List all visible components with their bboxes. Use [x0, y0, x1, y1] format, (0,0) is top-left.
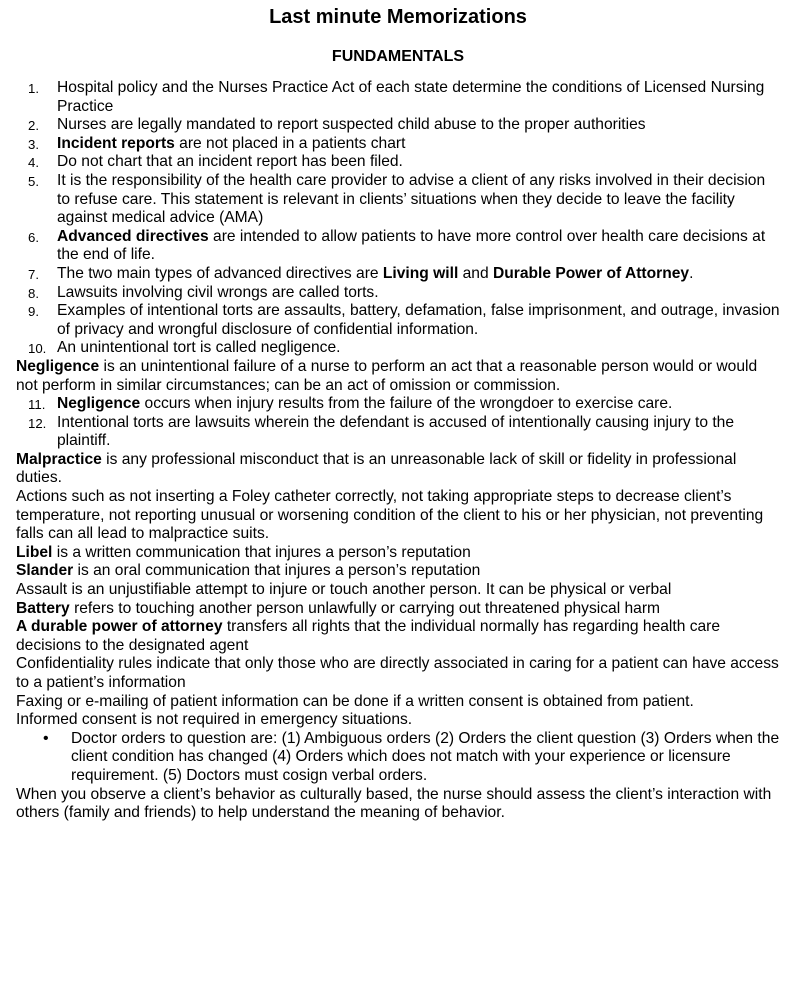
- item-number: 2.: [28, 118, 39, 134]
- list-item: [16, 135, 780, 154]
- item-number: 10.: [28, 341, 47, 357]
- bold-term: Battery: [16, 599, 70, 617]
- item-number: 1.: [28, 81, 39, 96]
- paragraph: [16, 544, 780, 563]
- paragraph: [16, 711, 780, 730]
- text-run: Nurses are legally mandated to report suspected child abuse to the proper authorities: [57, 116, 646, 134]
- bullet-icon: •: [43, 729, 49, 747]
- list-item: [16, 79, 780, 116]
- paragraph: [16, 562, 780, 581]
- bullet-list: [16, 730, 780, 786]
- closing-paragraph: When you observe a client’s behavior as culturally based, the nurse should assess the client’s interaction with others (family and friends) to help understand the meaning of behavior.: [16, 785, 772, 822]
- item-number: 8.: [28, 285, 39, 301]
- text-run: .: [689, 264, 694, 282]
- bold-term: Incident reports: [57, 134, 175, 152]
- list-item: [16, 395, 780, 414]
- item-number: 12.: [28, 415, 47, 431]
- text-run: Confidentiality rules indicate that only those who are directly associated in caring for a patient can have access to a patient’s information: [16, 655, 779, 691]
- page-title: Last minute Memorizations: [269, 6, 527, 28]
- text-run: are not placed in a patients chart: [174, 134, 406, 152]
- bold-term: Living will: [382, 264, 459, 282]
- bullet-item: [16, 730, 780, 786]
- text-run: Intentional torts are lawsuits wherein the defendant is accused of intentionally causing injury to the plaintiff.: [57, 413, 734, 450]
- list-item: [16, 414, 780, 451]
- item-number: 4.: [28, 155, 39, 171]
- item-number: 7.: [28, 266, 39, 282]
- text-run: Faxing or e-mailing of patient information can be done if a written consent is obtained from patient.: [16, 692, 694, 710]
- item-number: 9.: [28, 304, 39, 320]
- negligence-paragraph: [16, 358, 780, 395]
- bold-term: Negligence: [16, 357, 100, 375]
- text-run: occurs when injury results from the failure of the wrongdoer to exercise care.: [140, 395, 673, 413]
- list-item: [16, 116, 780, 135]
- item-number: 6.: [28, 229, 39, 245]
- text-run: and: [458, 264, 493, 282]
- list-item: [16, 302, 780, 339]
- text-run: Lawsuits involving civil wrongs are called torts.: [57, 283, 379, 301]
- list-item: [16, 265, 780, 284]
- bold-term: Slander: [16, 562, 74, 580]
- numbered-list-1: [16, 79, 780, 358]
- bold-term: Durable Power of Attorney: [492, 264, 690, 282]
- numbered-list-2: [16, 395, 780, 451]
- text-run: Do not chart that an incident report has been filed.: [57, 153, 403, 171]
- definitions-block: [16, 451, 780, 730]
- text-run: Examples of intentional torts are assaults, battery, defamation, false imprisonment, and outrage, invasion of privacy and wrongful disclosure of confidential information.: [57, 302, 780, 338]
- paragraph: [16, 618, 780, 655]
- paragraph: [16, 451, 780, 488]
- text-run: Hospital policy and the Nurses Practice Act of each state determine the conditions of Licensed Nursing Practice: [57, 79, 765, 115]
- bold-term: Advanced directives: [57, 227, 209, 245]
- text-run: transfers all rights that the individual normally has regarding health care decisions to the designated agent: [16, 618, 721, 654]
- text-run: Informed consent is not required in emergency situations.: [16, 711, 413, 729]
- section-heading: FUNDAMENTALS: [331, 48, 465, 65]
- item-number: 5.: [28, 173, 39, 189]
- text-run: Assault is an unjustifiable attempt to injure or touch another person. It can be physical or verbal: [16, 581, 672, 599]
- text-run: An unintentional tort is called negligence.: [57, 339, 341, 357]
- document-body: [16, 79, 780, 823]
- item-number: 11.: [28, 397, 46, 413]
- list-item: [16, 153, 780, 172]
- text-run: refers to touching another person unlawfully or carrying out threatened physical harm: [69, 599, 661, 617]
- list-item: [16, 228, 780, 265]
- text-run: are intended to allow patients to have more control over health care decisions at the end of life.: [57, 227, 766, 264]
- list-item: [16, 284, 780, 303]
- text-run: is any professional misconduct that is an unreasonable lack of skill or fidelity in professional duties.: [16, 450, 737, 487]
- text-run: is a written communication that injures a person’s reputation: [52, 543, 471, 561]
- paragraph: [16, 600, 780, 619]
- text-run: The two main types of advanced directives are: [57, 264, 383, 282]
- paragraph: [16, 488, 780, 544]
- text-run: Actions such as not inserting a Foley catheter correctly, not taking appropriate steps to decrease client’s temperature, not reporting unusual or worsening condition of the client to his or her physician, not preventing falls can all lead to malpractice suits.: [16, 488, 764, 543]
- bold-term: Malpractice: [16, 450, 102, 468]
- bold-term: Negligence: [57, 395, 141, 413]
- bold-term: Libel: [16, 543, 53, 561]
- bold-term: A durable power of attorney: [16, 618, 223, 636]
- text-run: is an unintentional failure of a nurse to perform an act that a reasonable person would or would not perform in similar circumstances; can be an act of omission or commission.: [16, 357, 758, 394]
- paragraph: [16, 655, 780, 692]
- list-item: [16, 172, 780, 228]
- text-run: It is the responsibility of the health care provider to advise a client of any risks involved in their decision to refuse care. This statement is relevant in clients’ situations when they decide to leave the facility against medical advice (AMA): [57, 171, 766, 227]
- text-run: is an oral communication that injures a person’s reputation: [73, 562, 481, 580]
- bullet-text: Doctor orders to question are: (1) Ambiguous orders (2) Orders the client question (3) Orders when the client condition has changed (4) Orders which does not match with your experience or licensure requirement. (5) Doctors must cosign verbal orders.: [71, 729, 780, 784]
- paragraph: [16, 581, 780, 600]
- item-number: 3.: [28, 136, 39, 152]
- paragraph: [16, 693, 780, 712]
- list-item: [16, 339, 780, 358]
